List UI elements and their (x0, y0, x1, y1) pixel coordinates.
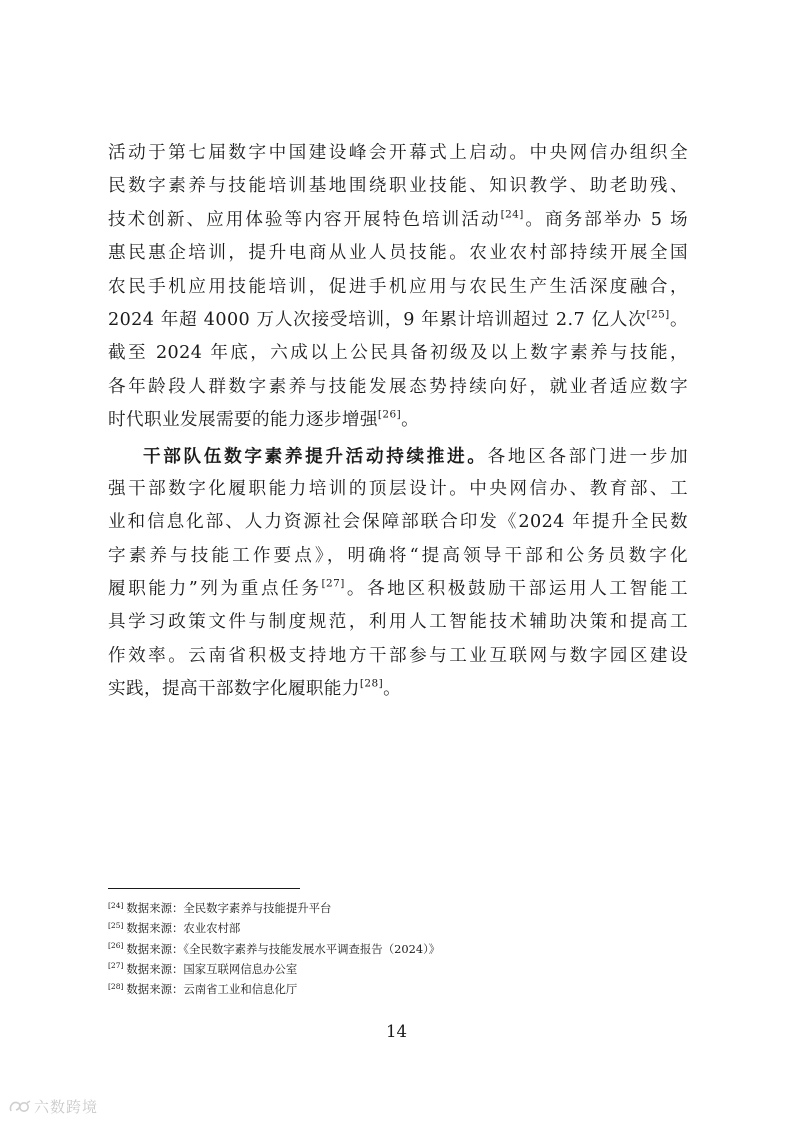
text-line: 技术创新、应用体验等内容开展特色培训活动[24]。商务部举办 5 场 (108, 208, 688, 230)
text-line: 实践，提高干部数字化履职能力[28]。 (108, 677, 402, 700)
text-line: 履职能力”列为重点任务[27]。各地区积极鼓励干部运用人工智能工 (108, 577, 688, 600)
footnote-ref-24[interactable]: [24] (500, 208, 524, 221)
footnote-mark: [26] (108, 941, 124, 951)
footnote-item: [27] 数据来源：国家互联网信息办公室 (108, 961, 298, 976)
text-line: 作效率。云南省积极支持地方干部参与工业互联网与数字园区建设 (108, 645, 688, 666)
text-line: 活动于第七届数字中国建设峰会开幕式上启动。中央网信办组织全 (108, 143, 688, 163)
page-number: 14 (386, 1022, 407, 1041)
paragraph-lead: 干部队伍数字素养提升活动持续推进。 (143, 445, 488, 467)
text-line: 时代职业发展需要的能力逐步增强[26]。 (108, 408, 420, 431)
footnote-item: [28] 数据来源：云南省工业和信息化厅 (108, 981, 298, 997)
text-line: 截至 2024 年底，六成以上公民具备初级及以上数字素养与技能， (108, 343, 688, 364)
footnote-divider (108, 888, 300, 889)
footnote-mark: [27] (108, 961, 124, 971)
text-line: 农民手机应用技能培训，促进手机应用与农民生产生活深度融合， (108, 276, 688, 297)
text-line: 强干部数字化履职能力培训的顶层设计。中央网信办、教育部、工 (108, 478, 688, 499)
text-line: 各年龄段人群数字素养与技能发展态势持续向好，就业者适应数字 (108, 376, 688, 397)
footnote-mark: [24] (108, 900, 124, 910)
text-line: 字素养与技能工作要点》，明确将“提高领导干部和公务员数字化 (108, 545, 688, 566)
text-line: 干部队伍数字素养提升活动持续推进。各地区各部门进一步加 (143, 445, 688, 467)
body-text (108, 137, 688, 707)
footnote-ref-25[interactable]: [25] (646, 308, 670, 321)
watermark-logo-icon (8, 1099, 32, 1115)
footnote-ref-28[interactable]: [28] (359, 677, 384, 690)
footnotes (108, 898, 668, 999)
footnote-item: [24] 数据来源：全民数字素养与技能提升平台 (108, 900, 332, 915)
footnote-ref-26[interactable]: [26] (377, 408, 402, 421)
footnote-mark: [28] (108, 981, 124, 991)
text-line: 2024 年超 4000 万人次接受培训，9 年累计培训超过 2.7 亿人次[25]。 (108, 308, 689, 330)
footnote-item: [25] 数据来源：农业农村部 (108, 920, 241, 936)
watermark (8, 1096, 98, 1117)
footnote-item: [26] 数据来源：《全民数字素养与技能发展水平调查报告（2024）》 (108, 941, 441, 956)
footnote-ref-27[interactable]: [27] (321, 577, 345, 590)
text-line: 惠民惠企培训，提升电商从业人员技能。农业农村部持续开展全国 (108, 243, 688, 264)
text-line: 民数字素养与技能培训基地围绕职业技能、知识教学、助老助残、 (108, 176, 688, 197)
text-line: 业和信息化部、人力资源社会保障部联合印发《2024 年提升全民数 (108, 512, 688, 533)
footnote-mark: [25] (108, 920, 124, 930)
watermark-text: 六数跨境 (34, 1098, 99, 1116)
text-line: 具学习政策文件与制度规范，利用人工智能技术辅助决策和提高工 (108, 612, 688, 633)
